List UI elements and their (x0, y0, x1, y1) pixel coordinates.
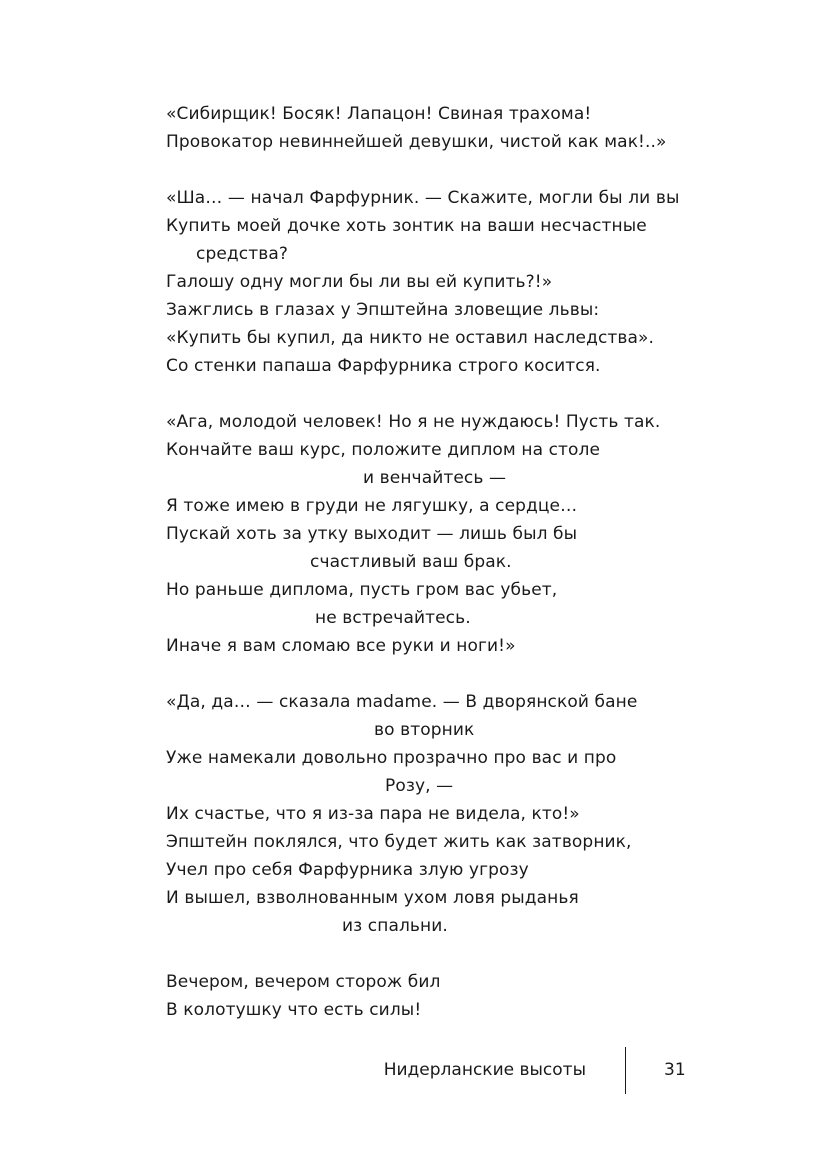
poem-line: И вышел, взволнованным ухом ловя рыданья (166, 888, 579, 908)
poem-line: Провокатор невиннейшей девушки, чистой как мак!..» (166, 132, 667, 152)
poem-line-continuation: и венчайтесь — (363, 468, 507, 488)
poem-line: «Да, да… — сказала madame. — В дворянской бане (166, 692, 638, 712)
poem-line-continuation: средства? (196, 244, 288, 264)
poem-line: В колотушку что есть силы! (166, 1000, 422, 1020)
poem-line: Учел про себя Фарфурника злую угрозу (166, 860, 529, 880)
poem-line-continuation: счастливый ваш брак. (310, 552, 512, 572)
page-number: 31 (664, 1060, 686, 1080)
running-footer-title: Нидерланские высоты (383, 1060, 586, 1080)
poem-line: Эпштейн поклялся, что будет жить как затворник, (166, 832, 632, 852)
poem-line: «Купить бы купил, да никто не оставил наследства». (166, 328, 655, 348)
poem-line-continuation: не встречайтесь. (315, 608, 471, 628)
poem-line-continuation: во вторник (374, 720, 475, 740)
poem-line: Уже намекали довольно прозрачно про вас и про (166, 748, 617, 768)
footer-divider (625, 1047, 626, 1094)
poem-line: «Ша… — начал Фарфурник. — Скажите, могли бы ли вы (166, 188, 680, 208)
poem-line: Кончайте ваш курс, положите диплом на столе (166, 440, 601, 460)
poem-line: Галошу одну могли бы ли вы ей купить?!» (166, 272, 553, 292)
poem-line: Их счастье, что я из-за пара не видела, кто!» (166, 804, 580, 824)
poem-line: Но раньше диплома, пусть гром вас убьет, (166, 580, 558, 600)
poem-line: «Ага, молодой человек! Но я не нуждаюсь! Пусть так. (166, 412, 661, 432)
poem-line-continuation: Розу, — (385, 776, 454, 796)
poem-line: Купить моей дочке хоть зонтик на ваши несчастные (166, 216, 647, 236)
poem-line: Я тоже имею в груди не лягушку, а сердце… (166, 496, 578, 516)
poem-line: Зажглись в глазах у Эпштейна зловещие львы: (166, 300, 600, 320)
poem-line: Пускай хоть за утку выходит — лишь был бы (166, 524, 578, 544)
poem-line-continuation: из спальни. (342, 916, 448, 936)
poem-line: Со стенки папаша Фарфурника строго косится. (166, 356, 601, 376)
poem-line: Вечером, вечером сторож бил (166, 972, 441, 992)
poem-line: «Сибирщик! Босяк! Лапацон! Свиная трахома! (166, 104, 592, 124)
poem-line: Иначе я вам сломаю все руки и ноги!» (166, 636, 516, 656)
